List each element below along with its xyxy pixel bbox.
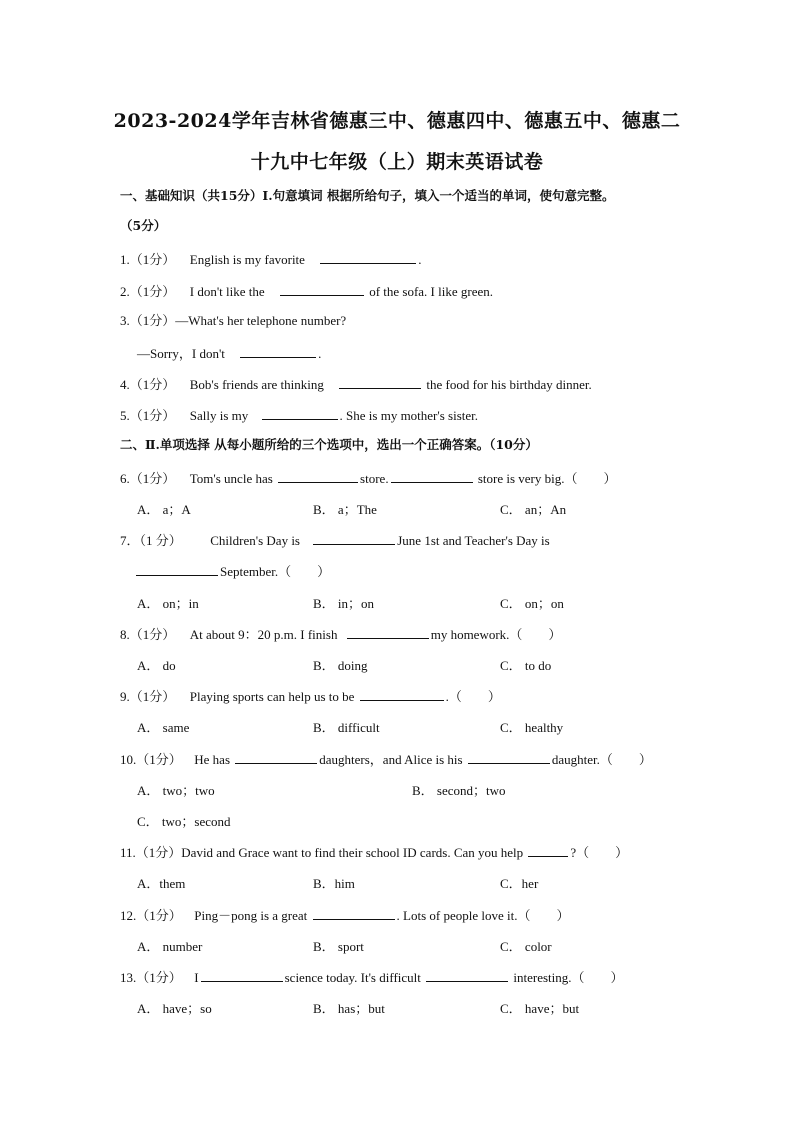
answer-blank[interactable] [313, 905, 395, 920]
question-text: —What's her telephone number? [175, 313, 347, 328]
question-number: 7．（1 分） [120, 533, 182, 548]
question-text: He has [194, 752, 231, 767]
question-text: Playing sports can help us to be [189, 689, 355, 704]
question-number: 12.（1分） [120, 908, 182, 923]
question-11: 11.（1分）David and Grace want to find their school ID cards. Can you help ?（ ） [120, 842, 680, 862]
question-number: 11.（1分） [120, 845, 182, 860]
option-b[interactable]: B． second；two [412, 783, 506, 798]
answer-blank[interactable] [391, 468, 473, 483]
answer-blank[interactable] [278, 468, 358, 483]
answer-blank[interactable] [235, 749, 317, 764]
option-a[interactable]: A． do [137, 658, 176, 673]
option-a[interactable]: A． have；so [137, 1001, 212, 1016]
option-c[interactable]: C． to do [500, 658, 552, 673]
question-number: 6.（1分） [120, 471, 176, 486]
answer-blank[interactable] [468, 749, 550, 764]
option-c[interactable]: C． on；on [500, 596, 564, 611]
question-2: 2.（1分） I don't like the of the sofa. I like green. [120, 281, 680, 301]
question-3 [120, 312, 680, 330]
question-text: Bob's friends are thinking [189, 377, 324, 392]
section1-heading: 一、基础知识（共15分）Ⅰ.句意填词 根据所给句子，填入一个适当的单词，使句意完整。 [120, 188, 615, 203]
answer-blank[interactable] [360, 686, 444, 701]
question-7: 7．（1 分） Children's Day is June 1st and Teacher's Day is [120, 530, 680, 550]
question-3-reply: —Sorry，I don't . [137, 343, 697, 363]
answer-blank[interactable] [136, 561, 218, 576]
answer-blank[interactable] [201, 967, 283, 982]
exam-title-line2: 十九中七年级（上）期末英语试卷 [250, 151, 544, 173]
question-12: 12.（1分） Ping－pong is a great . Lots of people love it.（ ） [120, 905, 680, 925]
section1-heading-cont: （5分） [120, 218, 167, 233]
question-4: 4.（1分） Bob's friends are thinking the food for his birthday dinner. [120, 374, 680, 394]
option-b[interactable]: B．him [313, 876, 355, 891]
answer-blank[interactable] [262, 405, 338, 420]
question-6: 6.（1分） Tom's uncle has store. store is very big.（ ） [120, 468, 680, 488]
question-10: 10.（1分） He has daughters，and Alice is his daughter.（ ） [120, 749, 680, 769]
question-7-cont: September.（ ） [120, 561, 680, 581]
option-b[interactable]: B． a；The [313, 502, 377, 517]
question-13: 13.（1分） I science today. It's difficult interesting.（ ） [120, 967, 680, 987]
question-number: 3.（1分） [120, 313, 176, 328]
question-text: Ping－pong is a great [194, 908, 308, 923]
answer-blank[interactable] [313, 530, 395, 545]
option-c[interactable]: C． healthy [500, 720, 564, 735]
option-b[interactable]: B． difficult [313, 720, 380, 735]
option-a[interactable]: A． same [137, 720, 190, 735]
option-a[interactable]: A． a；A [137, 502, 191, 517]
answer-blank[interactable] [426, 967, 508, 982]
option-b[interactable]: B． doing [313, 658, 368, 673]
question-text: I [194, 970, 199, 985]
question-9: 9.（1分） Playing sports can help us to be .（ ） [120, 686, 680, 706]
question-5: 5.（1分） Sally is my . She is my mother's sister. [120, 405, 680, 425]
question-text: Sally is my [189, 408, 249, 423]
question-number: 10.（1分） [120, 752, 182, 767]
question-number: 9.（1分） [120, 689, 176, 704]
question-8: 8.（1分） At about 9：20 p.m. I finish my homework.（ ） [120, 624, 680, 644]
option-c[interactable]: C． an；An [500, 502, 567, 517]
answer-blank[interactable] [280, 281, 364, 296]
question-number: 13.（1分） [120, 970, 182, 985]
question-text: English is my favorite [189, 252, 305, 267]
exam-title-line1: 2023-2024学年吉林省德惠三中、德惠四中、德惠五中、德惠二 [113, 110, 681, 132]
answer-blank[interactable] [320, 249, 416, 264]
question-number: 4.（1分） [120, 377, 176, 392]
question-number: 5.（1分） [120, 408, 176, 423]
answer-blank[interactable] [339, 374, 421, 389]
section2-heading: 二、Ⅱ.单项选择 从每小题所给的三个选项中，选出一个正确答案。（10分） [120, 437, 538, 452]
option-b[interactable]: B． sport [313, 939, 364, 954]
question-text: David and Grace want to find their school ID cards. Can you help [181, 845, 524, 860]
question-text: Tom's uncle has [189, 471, 273, 486]
option-c[interactable]: C． two；second [137, 814, 231, 829]
option-c[interactable]: C． have；but [500, 1001, 580, 1016]
answer-blank[interactable] [347, 624, 429, 639]
option-b[interactable]: B． in；on [313, 596, 375, 611]
question-text: I don't like the [189, 284, 265, 299]
option-a[interactable]: A． on；in [137, 596, 199, 611]
question-number: 1.（1分） [120, 252, 176, 267]
option-c[interactable]: C．her [500, 876, 539, 891]
question-text: At about 9：20 p.m. I finish [189, 627, 338, 642]
option-a[interactable]: A． number [137, 939, 203, 954]
answer-blank[interactable] [240, 343, 316, 358]
option-a[interactable]: A．them [137, 876, 186, 891]
option-c[interactable]: C． color [500, 939, 552, 954]
answer-blank[interactable] [528, 842, 568, 857]
option-a[interactable]: A． two；two [137, 783, 215, 798]
question-1: 1.（1分） English is my favorite . [120, 249, 680, 269]
question-number: 2.（1分） [120, 284, 176, 299]
question-text: Children's Day is [210, 533, 300, 548]
question-number: 8.（1分） [120, 627, 176, 642]
option-b[interactable]: B． has；but [313, 1001, 385, 1016]
